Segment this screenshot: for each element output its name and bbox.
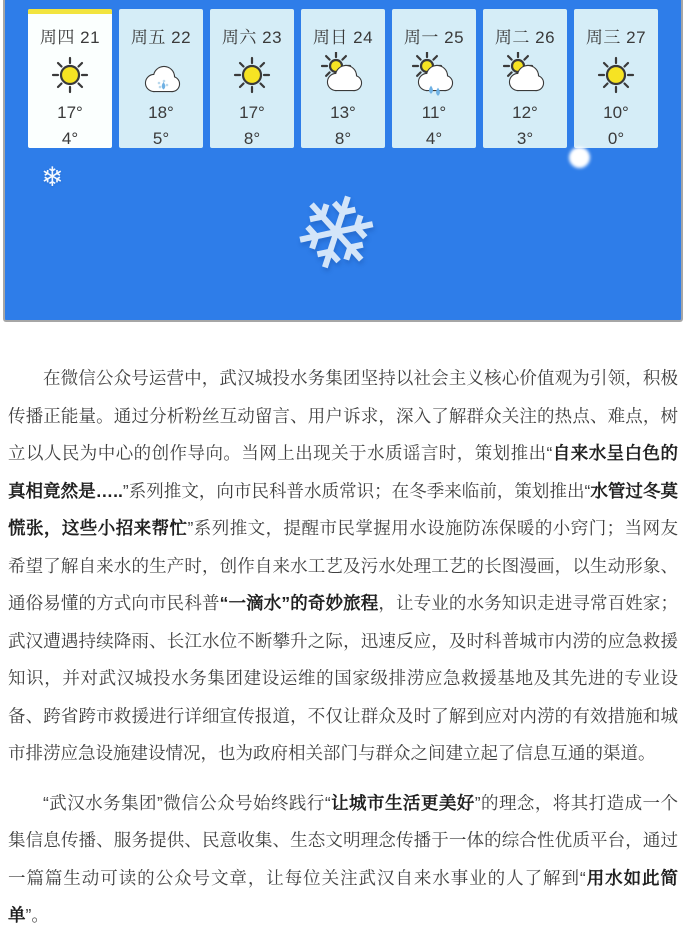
weather-card-2 xyxy=(119,9,203,148)
bold-text-segment: 自来水呈白色的真相竟然是….. xyxy=(8,443,678,501)
day-label: 周日 24 xyxy=(312,28,374,47)
bold-text-segment: “一滴水”的奇妙旅程 xyxy=(219,593,379,613)
sun-cloud-rain-icon xyxy=(412,52,456,98)
sunny-icon xyxy=(230,52,274,98)
weather-card-1 xyxy=(28,9,112,148)
sun-cloud-icon xyxy=(503,52,547,98)
text-segment: ”系列推文，向市民科普水质常识；在冬季来临前，策划推出“ xyxy=(122,480,591,501)
sunny-icon xyxy=(48,52,92,98)
bold-text-segment: 用水如此简单 xyxy=(8,867,679,925)
weather-card-3 xyxy=(210,9,294,148)
text-segment: 在微信公众号运营中，武汉城投水务集团坚持以社会主义核心价值观为引领，积极传播正能量。通过分析粉丝互动留言、用户诉求，深入了解群众关注的热点、难点，树立以人民为中心的创作导向。当网上出现关于水质谣言时，策划推出“ xyxy=(8,368,678,463)
temp-low: 3° xyxy=(516,129,534,148)
text-segment: ，让专业的水务知识走进寻常百姓家；武汉遭遇持续降雨、长江水位不断攀升之际，迅速反应，及时科普城市内涝的应急救援知识，并对武汉城投水务集团建设运维的国家级排涝应急救援基地及其先进的专业设备、跨省跨市救援进行详细宣传报道，不仅让群众及时了解到应对内涝的有效措施和城市排涝应急设施建设情况，也为政府相关部门与群众之间建立起了信息互通的渠道。 xyxy=(8,593,679,763)
weather-card-6 xyxy=(483,9,567,148)
bold-text-segment: 让城市生活更美好 xyxy=(330,792,475,813)
today-highlight-bar xyxy=(28,9,112,14)
weather-forecast-row xyxy=(5,0,681,148)
temp-high: 17° xyxy=(239,103,265,122)
paragraph-1 xyxy=(8,360,678,773)
day-label: 周二 26 xyxy=(494,28,556,47)
text-segment: ”系列推文，提醒市民掌握用水设施防冻保暖的小窍门；当网友希望了解自来水的生产时，创作自来水工艺及污水处理工艺的长图漫画，以生动形象、通俗易懂的方式向市民科普 xyxy=(8,518,679,613)
snowflake-small-icon: ❄ xyxy=(41,162,64,192)
temp-low: 5° xyxy=(152,129,170,148)
temp-low: 8° xyxy=(243,129,261,148)
temp-high: 13° xyxy=(330,103,356,122)
bold-text-segment: 水管过冬莫慌张，这些小招来帮忙 xyxy=(8,480,678,538)
day-label: 周五 22 xyxy=(130,28,192,47)
snowball-icon xyxy=(569,147,590,168)
day-label: 周六 23 xyxy=(221,28,283,47)
day-label: 周三 27 xyxy=(585,28,647,47)
temp-high: 10° xyxy=(603,103,629,122)
sunny-icon xyxy=(594,52,638,98)
day-label: 周四 21 xyxy=(39,28,101,47)
weather-card-7 xyxy=(574,9,658,148)
snowflake-large-icon: ❄ xyxy=(277,166,394,302)
temp-low: 4° xyxy=(61,129,79,148)
paragraph-2 xyxy=(8,785,678,935)
day-label: 周一 25 xyxy=(403,28,465,47)
text-segment: ”。 xyxy=(25,905,49,925)
text-segment: ”的理念，将其打造成一个集信息传播、服务提供、民意收集、生态文明理念传播于一体的综合性优质平台，通过一篇篇生动可读的公众号文章，让每位关注武汉自来水事业的人了解到“ xyxy=(8,792,679,888)
temp-high: 18° xyxy=(148,103,174,122)
cloud-drizzle-icon xyxy=(139,52,183,98)
article-body xyxy=(0,360,686,935)
weather-banner-image xyxy=(3,0,683,322)
temp-high: 11° xyxy=(421,103,447,122)
weather-card-5 xyxy=(392,9,476,148)
text-segment: “武汉水务集团”微信公众号始终践行“ xyxy=(43,792,331,813)
temp-low: 4° xyxy=(425,129,443,148)
sun-cloud-icon xyxy=(321,52,365,98)
temp-high: 17° xyxy=(57,103,83,122)
weather-card-4 xyxy=(301,9,385,148)
temp-high: 12° xyxy=(512,103,538,122)
temp-low: 0° xyxy=(607,129,625,148)
temp-low: 8° xyxy=(334,129,352,148)
